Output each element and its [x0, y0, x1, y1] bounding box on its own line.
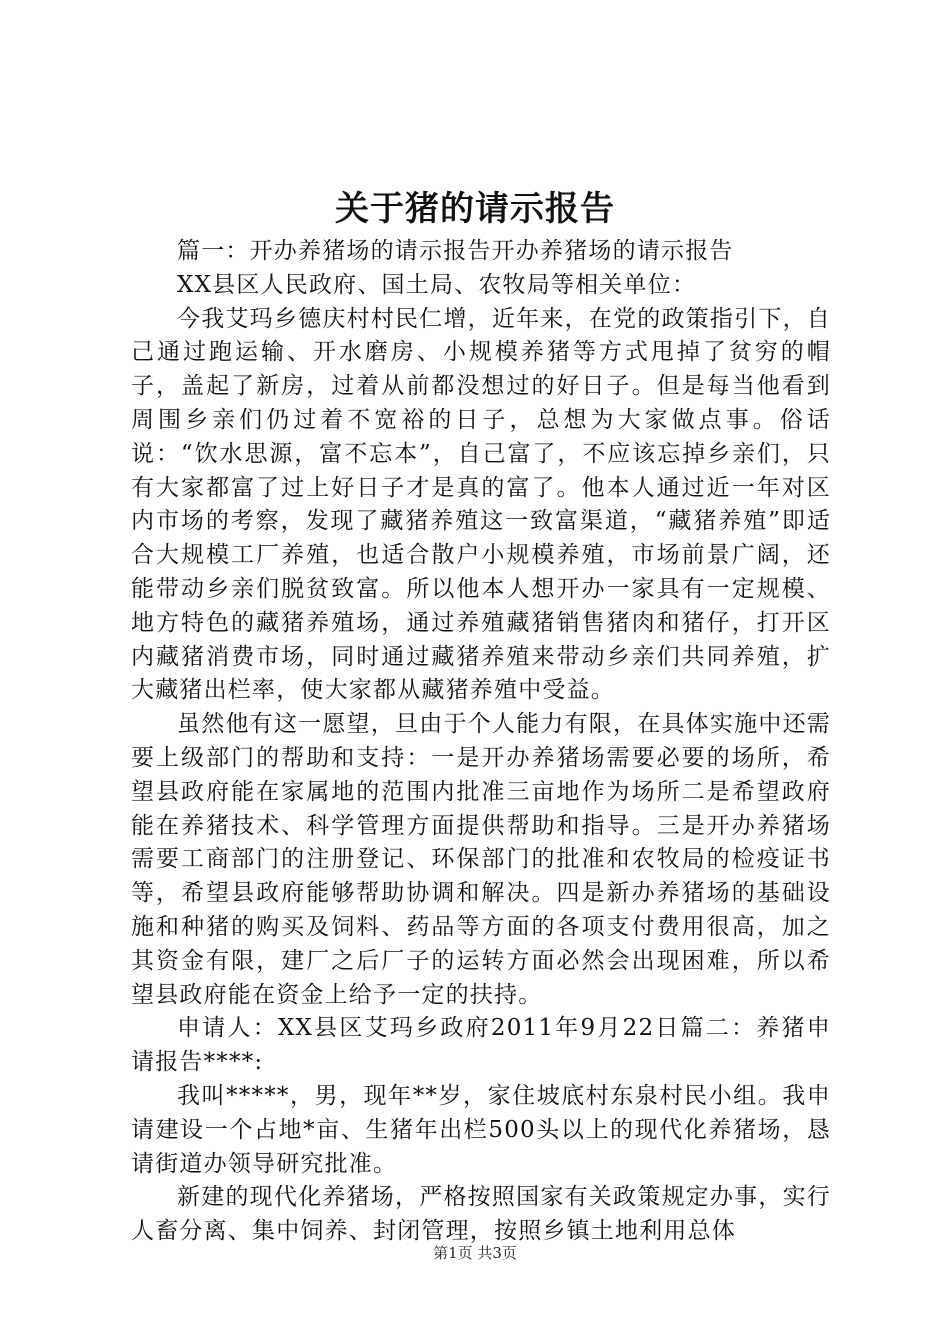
paragraph-applicant-signature: 申请人：XX县区艾玛乡政府2011年9月22日篇二：养猪申请报告****: [131, 1015, 831, 1076]
page-number-footer: 第1页 共3页 [433, 1244, 517, 1262]
paragraph-farm-plan: 新建的现代化养猪场，严格按照国家有关政策规定办事，实行人畜分离、集中饲养、封闭管理，按照乡镇土地利用总体 [131, 1184, 831, 1245]
document-title: 关于猪的请示报告 [335, 189, 615, 229]
document-body [131, 235, 831, 1249]
paragraph-background: 今我艾玛乡德庆村村民仁增，近年来，在党的政策指引下，自己通过跑运输、开水磨房、小规模养猪等方式甩掉了贫穷的帽子，盖起了新房，过着从前都没想过的好日子。但是每当他看到周围乡亲们仍过着不宽裕的日子，总想为大家做点事。俗话说：“饮水思源，富不忘本”，自己富了，不应该忘掉乡亲们，只有大家都富了过上好日子才是真的富了。他本人通过近一年对区内市场的考察，发现了藏猪养殖这一致富渠道，“藏猪养殖”即适合大规模工厂养殖，也适合散户小规模养殖，市场前景广阔，还能带动乡亲们脱贫致富。所以他本人想开办一家具有一定规模、地方特色的藏猪养殖场，通过养殖藏猪销售猪肉和猪仔，打开区内藏猪消费市场，同时通过藏猪养殖来带动乡亲们共同养殖，扩大藏猪出栏率，使大家都从藏猪养殖中受益。 [131, 305, 831, 704]
paragraph-application-intro: 我叫*****，男，现年**岁，家住坡底村东泉村民小组。我申请建设一个占地*亩、生猪年出栏500头以上的现代化养猪场，恳请街道办领导研究批准。 [131, 1082, 831, 1177]
paragraph-requests: 虽然他有这一愿望，旦由于个人能力有限，在具体实施中还需要上级部门的帮助和支持：一是开办养猪场需要必要的场所，希望县政府能在家属地的范围内批准三亩地作为场所二是希望政府能在养猪技术、科学管理方面提供帮助和指导。三是开办养猪场需要工商部门的注册登记、环保部门的批准和农牧局的检疫证书等，希望县政府能够帮助协调和解决。四是新办养猪场的基础设施和种猪的购买及饲料、药品等方面的各项支付费用很高，加之其资金有限，建厂之后厂子的运转方面必然会出现困难，所以希望县政府能在资金上给予一定的扶持。 [131, 711, 831, 1008]
paragraph-addressee: XX县区人民政府、国土局、农牧局等相关单位： [177, 271, 697, 298]
paragraph-heading-part-one: 篇一：开办养猪场的请示报告开办养猪场的请示报告 [177, 238, 734, 264]
